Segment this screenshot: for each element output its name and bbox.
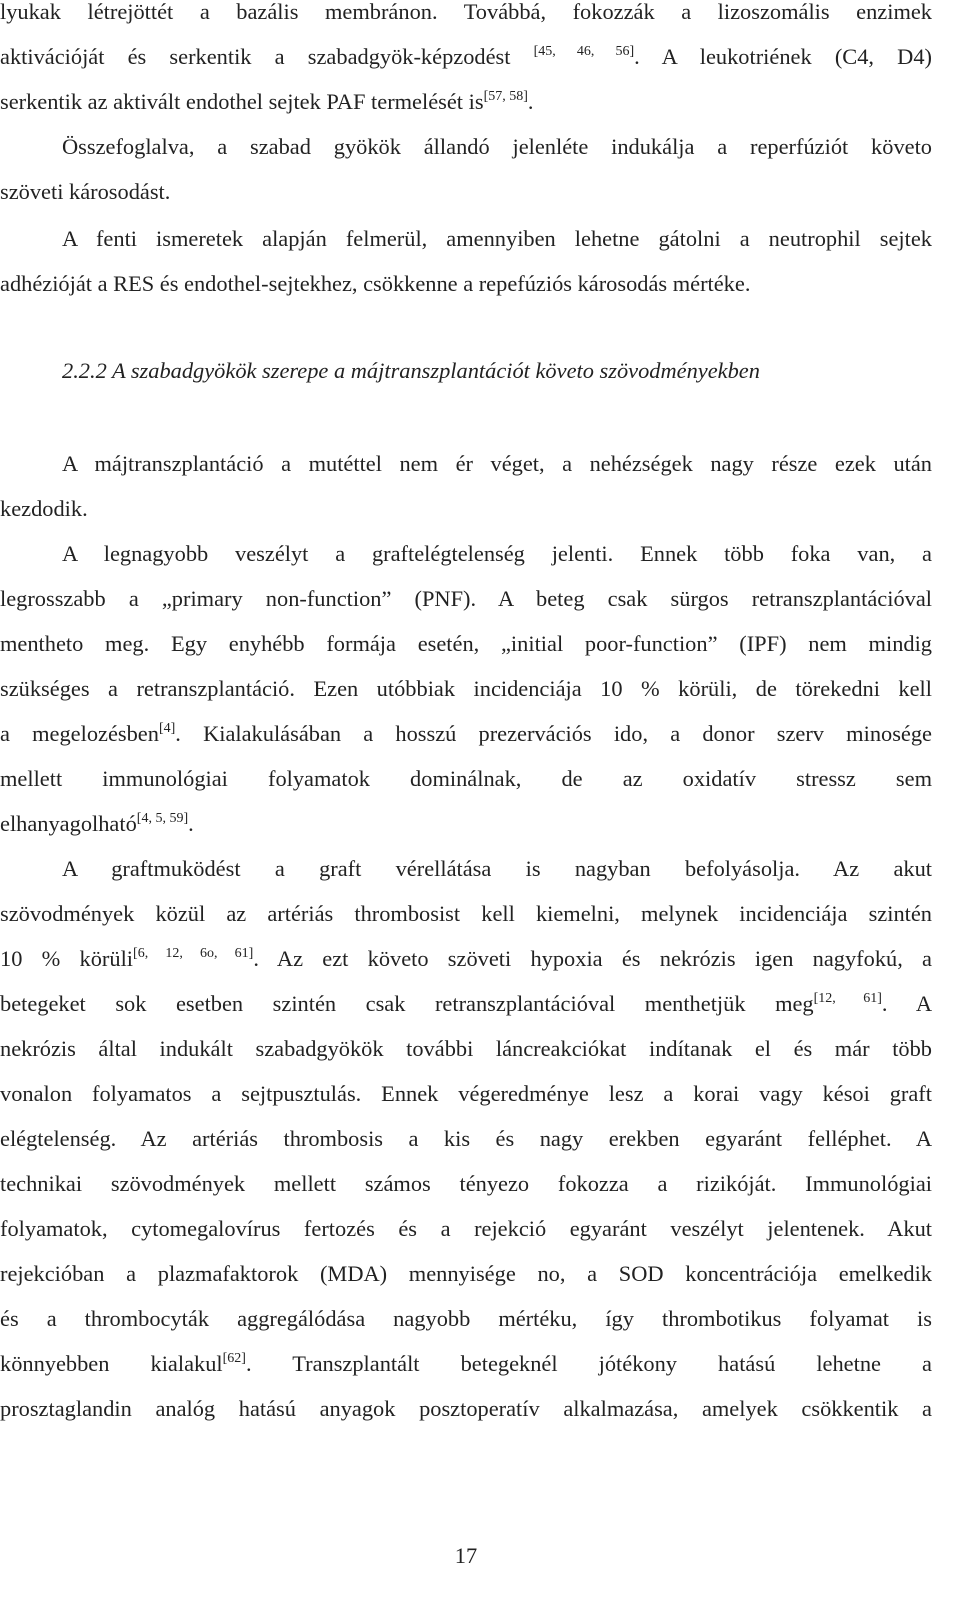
- text-line: a megelozésben[4]. Kialakulásában a hosszú prezervációs ido, a donor szerv minosége: [0, 721, 932, 746]
- text-line: mentheto meg. Egy enyhébb formája esetén, „initial poor-function” (IPF) nem mindig: [0, 631, 932, 656]
- text-line: szövodmények közül az artériás thrombosist kell kiemelni, melynek incidenciája szintén: [0, 901, 932, 926]
- text-line: A májtranszplantáció a mutéttel nem ér véget, a nehézségek nagy része ezek után: [62, 451, 932, 476]
- text-line: serkentik az aktivált endothel sejtek PAF termelését is[57, 58].: [0, 89, 534, 114]
- text-line: legrosszabb a „primary non-function” (PNF). A beteg csak sürgos retranszplantációval: [0, 586, 932, 611]
- citation: [4, 5, 59]: [136, 811, 189, 826]
- citation: [12, 61]: [813, 991, 882, 1006]
- citation: [4]: [158, 721, 176, 736]
- text-line: kezdodik.: [0, 496, 88, 521]
- text-line: elhanyagolható[4, 5, 59].: [0, 811, 194, 836]
- section-heading: 2.2.2 A szabadgyökök szerepe a májtranszplantációt követo szövodményekben: [62, 358, 760, 383]
- text-line: szöveti károsodást.: [0, 179, 171, 204]
- text-line: lyukak létrejöttét a bazális membránon. Továbbá, fokozzák a lizoszomális enzimek: [0, 0, 932, 24]
- text-line: 10 % körüli[6, 12, 6o, 61]. Az ezt követo szöveti hypoxia és nekrózis igen nagyfokú, a: [0, 946, 932, 971]
- text-line: aktivációját és serkentik a szabadgyök-képzodést [45, 46, 56]. A leukotriének (C4, D4): [0, 44, 932, 69]
- text-line: nekrózis által indukált szabadgyökök további láncreakciókat indítanak el és már több: [0, 1036, 932, 1061]
- text-line: rejekcióban a plazmafaktorok (MDA) mennyisége no, a SOD koncentrációja emelkedik: [0, 1261, 932, 1286]
- text-line: könnyebben kialakul[62]. Transzplantált betegeknél jótékony hatású lehetne a: [0, 1351, 932, 1376]
- text-line: folyamatok, cytomegalovírus fertozés és a rejekció egyaránt veszélyt jelentenek. Akut: [0, 1216, 932, 1241]
- text-line: Összefoglalva, a szabad gyökök állandó jelenléte indukálja a reperfúziót követo: [62, 134, 932, 159]
- text-line: prosztaglandin analóg hatású anyagok posztoperatív alkalmazása, amelyek csökkentik a: [0, 1396, 932, 1421]
- citation: [45, 46, 56]: [533, 44, 635, 59]
- page-number: 17: [454, 1543, 478, 1568]
- text-line: adhézióját a RES és endothel-sejtekhez, csökkenne a repefúziós károsodás mértéke.: [0, 271, 751, 296]
- text-line: A graftmuködést a graft vérellátása is nagyban befolyásolja. Az akut: [62, 856, 932, 881]
- text-line: és a thrombocyták aggregálódása nagyobb mértéku, így thrombotikus folyamat is: [0, 1306, 932, 1331]
- text-line: betegeket sok esetben szintén csak retranszplantációval menthetjük meg[12, 61]. A: [0, 991, 932, 1016]
- text-line: A legnagyobb veszélyt a graftelégtelenség jelenti. Ennek több foka van, a: [62, 541, 932, 566]
- text-line: vonalon folyamatos a sejtpusztulás. Ennek végeredménye lesz a korai vagy késoi graft: [0, 1081, 932, 1106]
- text-line: mellett immunológiai folyamatok dominálnak, de az oxidatív stressz sem: [0, 766, 932, 791]
- citation: [62]: [222, 1351, 246, 1366]
- text-line: szükséges a retranszplantáció. Ezen utóbbiak incidenciája 10 % körüli, de törekedni kell: [0, 676, 932, 701]
- text-line: technikai szövodmények mellett számos tényezo fokozza a rizikóját. Immunológiai: [0, 1171, 932, 1196]
- citation: [6, 12, 6o, 61]: [133, 946, 254, 961]
- text-line: elégtelenség. Az artériás thrombosis a kis és nagy erekben egyaránt felléphet. A: [0, 1126, 932, 1151]
- citation: [57, 58]: [483, 89, 528, 104]
- text-line: A fenti ismeretek alapján felmerül, amennyiben lehetne gátolni a neutrophil sejtek: [62, 226, 932, 251]
